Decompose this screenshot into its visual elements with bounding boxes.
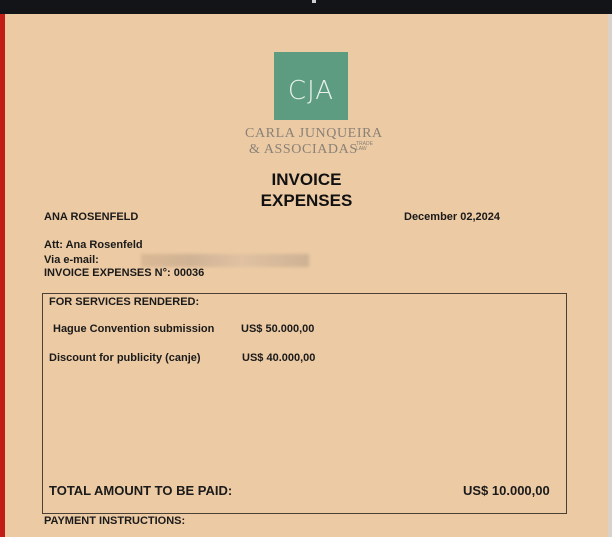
services-header: FOR SERVICES RENDERED: [49,296,200,308]
firm-name-line2: & ASSOCIADAS [249,142,358,157]
client-name: ANA ROSENFELD [44,211,139,223]
total-label: TOTAL AMOUNT TO BE PAID: [49,483,233,498]
firm-logo [274,52,348,120]
invoice-date: December 02,2024 [404,211,501,223]
redacted-email [141,254,309,267]
payment-instructions-header: PAYMENT INSTRUCTIONS: [44,515,186,527]
discount-item-description: Discount for publicity (canje) [49,352,201,364]
invoice-page [5,14,608,537]
doc-title-line1: INVOICE [271,170,342,189]
discount-item-amount: US$ 40.000,00 [242,352,316,364]
doc-title-line2: EXPENSES [260,191,353,210]
service-item-description: Hague Convention submission [53,323,215,335]
top-bar [0,0,612,14]
attention-line: Att: Ana Rosenfeld [44,239,143,251]
firm-trade-law: TRADE LAW [356,141,373,152]
firm-name-line1: CARLA JUNQUEIRA [245,126,383,141]
service-item-amount: US$ 50.000,00 [241,323,315,335]
via-email-label: Via e-mail: [44,254,99,266]
total-amount: US$ 10.000,00 [463,483,550,498]
logo-initials: CJA [287,76,335,106]
invoice-number: INVOICE EXPENSES N°: 00036 [44,267,205,279]
top-bar-indicator [312,0,316,3]
right-edge [608,14,612,537]
